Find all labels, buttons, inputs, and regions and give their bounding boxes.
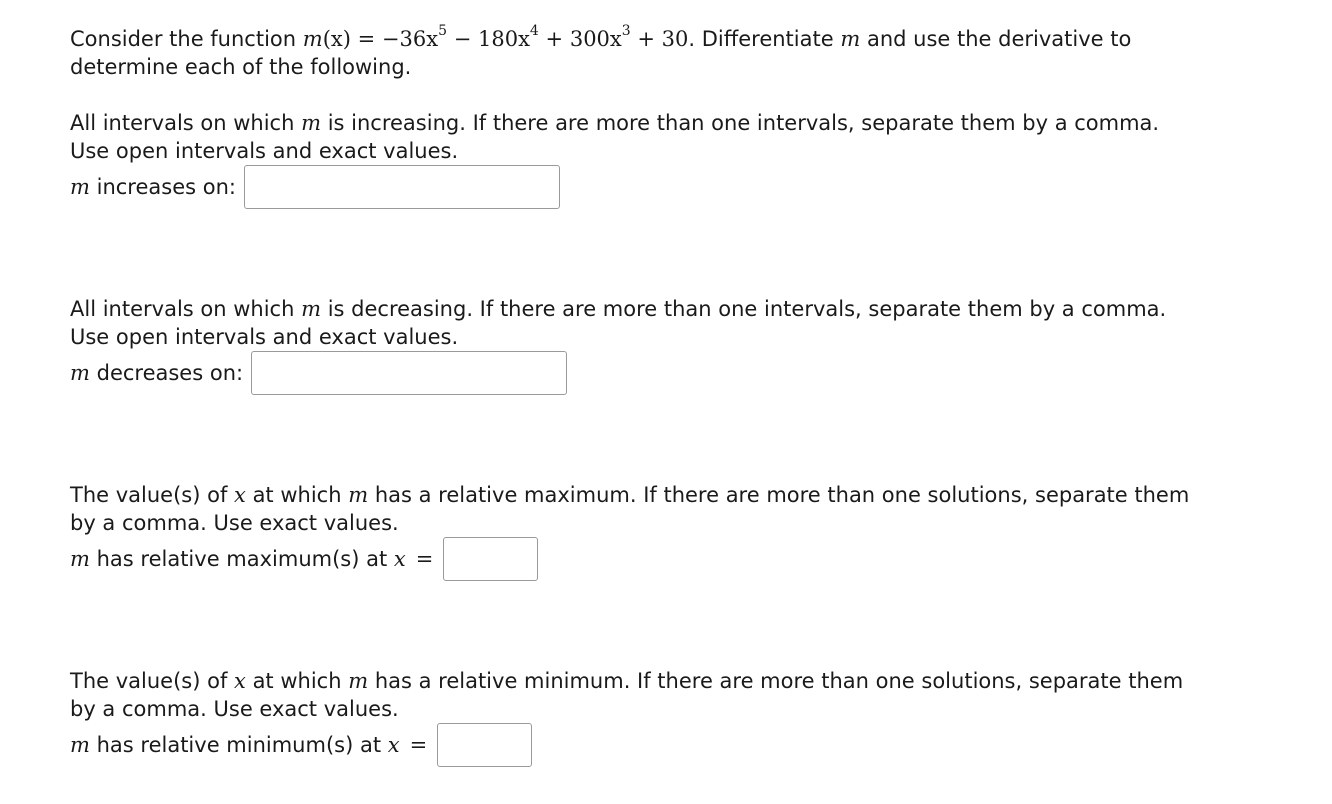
- rel-min-text-c: has a relative minimum. If there are more than one solutions, separate them: [374, 669, 1184, 693]
- rel-max-line-2: by a comma. Use exact values.: [70, 511, 399, 535]
- intro-var: m: [840, 27, 861, 51]
- plus-sign-1: +: [545, 27, 564, 51]
- term-2: 180x: [477, 27, 530, 51]
- increasing-line-2: Use open intervals and exact values.: [70, 139, 459, 163]
- intro-line-2: determine each of the following.: [70, 55, 412, 79]
- rel-min-line-1: [70, 667, 1270, 695]
- rel-min-text-a: The value(s) of: [70, 669, 228, 693]
- rel-min-text-b: at which: [252, 669, 342, 693]
- increasing-input[interactable]: [244, 165, 560, 209]
- increasing-question: [70, 109, 1270, 165]
- rel-max-var: m: [348, 483, 369, 507]
- rel-max-question: [70, 481, 1270, 537]
- exponent-3: 3: [621, 23, 631, 39]
- decreasing-text-a: All intervals on which: [70, 297, 295, 321]
- increasing-text-a: All intervals on which: [70, 111, 295, 135]
- increasing-answer-row: [70, 165, 560, 209]
- intro-suffix-b: and use the derivative to: [866, 27, 1132, 51]
- rel-max-text-c: has a relative maximum. If there are more than one solutions, separate them: [374, 483, 1190, 507]
- rel-min-answer-row: [70, 723, 532, 767]
- exponent-1: 5: [438, 23, 447, 39]
- increasing-label-var: m: [70, 175, 90, 199]
- decreasing-text-b: is decreasing. If there are more than one intervals, separate them by a comma.: [327, 297, 1167, 321]
- rel-max-label-var: m: [70, 547, 90, 571]
- function-arg: (x): [322, 27, 351, 51]
- rel-min-label-var: m: [70, 733, 90, 757]
- rel-max-xvar: x: [234, 483, 246, 507]
- term-4: 30: [661, 27, 689, 51]
- rel-max-label: has relative maximum(s) at: [96, 547, 388, 571]
- rel-max-text-b: at which: [252, 483, 342, 507]
- rel-min-label-eq: =: [409, 733, 428, 757]
- term-1: −36x: [381, 27, 439, 51]
- rel-min-input[interactable]: [437, 723, 532, 767]
- rel-min-var: m: [348, 669, 369, 693]
- function-name: m: [302, 27, 323, 51]
- minus-sign: −: [453, 27, 472, 51]
- intro-prefix: Consider the function: [70, 27, 297, 51]
- increasing-text-b: is increasing. If there are more than one intervals, separate them by a comma.: [327, 111, 1160, 135]
- rel-min-line-2: by a comma. Use exact values.: [70, 697, 399, 721]
- rel-max-input[interactable]: [443, 537, 538, 581]
- intro-suffix-a: . Differentiate: [688, 27, 834, 51]
- rel-max-text-a: The value(s) of: [70, 483, 228, 507]
- rel-min-question: [70, 667, 1270, 723]
- increasing-line-1: [70, 109, 1270, 137]
- decreasing-var: m: [301, 297, 322, 321]
- plus-sign-2: +: [637, 27, 655, 51]
- exponent-2: 4: [529, 23, 539, 39]
- rel-max-answer-row: [70, 537, 538, 581]
- rel-max-label-x: x: [393, 547, 406, 571]
- decreasing-line-1: [70, 295, 1270, 323]
- increasing-var: m: [301, 111, 322, 135]
- decreasing-question: [70, 295, 1270, 351]
- decreasing-label-var: m: [70, 361, 90, 385]
- decreasing-label: decreases on:: [96, 361, 244, 385]
- rel-max-line-1: [70, 481, 1270, 509]
- rel-min-label-x: x: [387, 733, 400, 757]
- rel-min-label: has relative minimum(s) at: [96, 733, 382, 757]
- problem-statement: [70, 25, 1270, 81]
- increasing-label: increases on:: [96, 175, 236, 199]
- equals-sign: =: [357, 27, 376, 51]
- decreasing-line-2: Use open intervals and exact values.: [70, 325, 459, 349]
- decreasing-answer-row: [70, 351, 567, 395]
- term-3: 300x: [569, 27, 622, 51]
- rel-max-label-eq: =: [415, 547, 434, 571]
- decreasing-input[interactable]: [251, 351, 567, 395]
- intro-line-1: [70, 25, 1270, 53]
- rel-min-xvar: x: [234, 669, 246, 693]
